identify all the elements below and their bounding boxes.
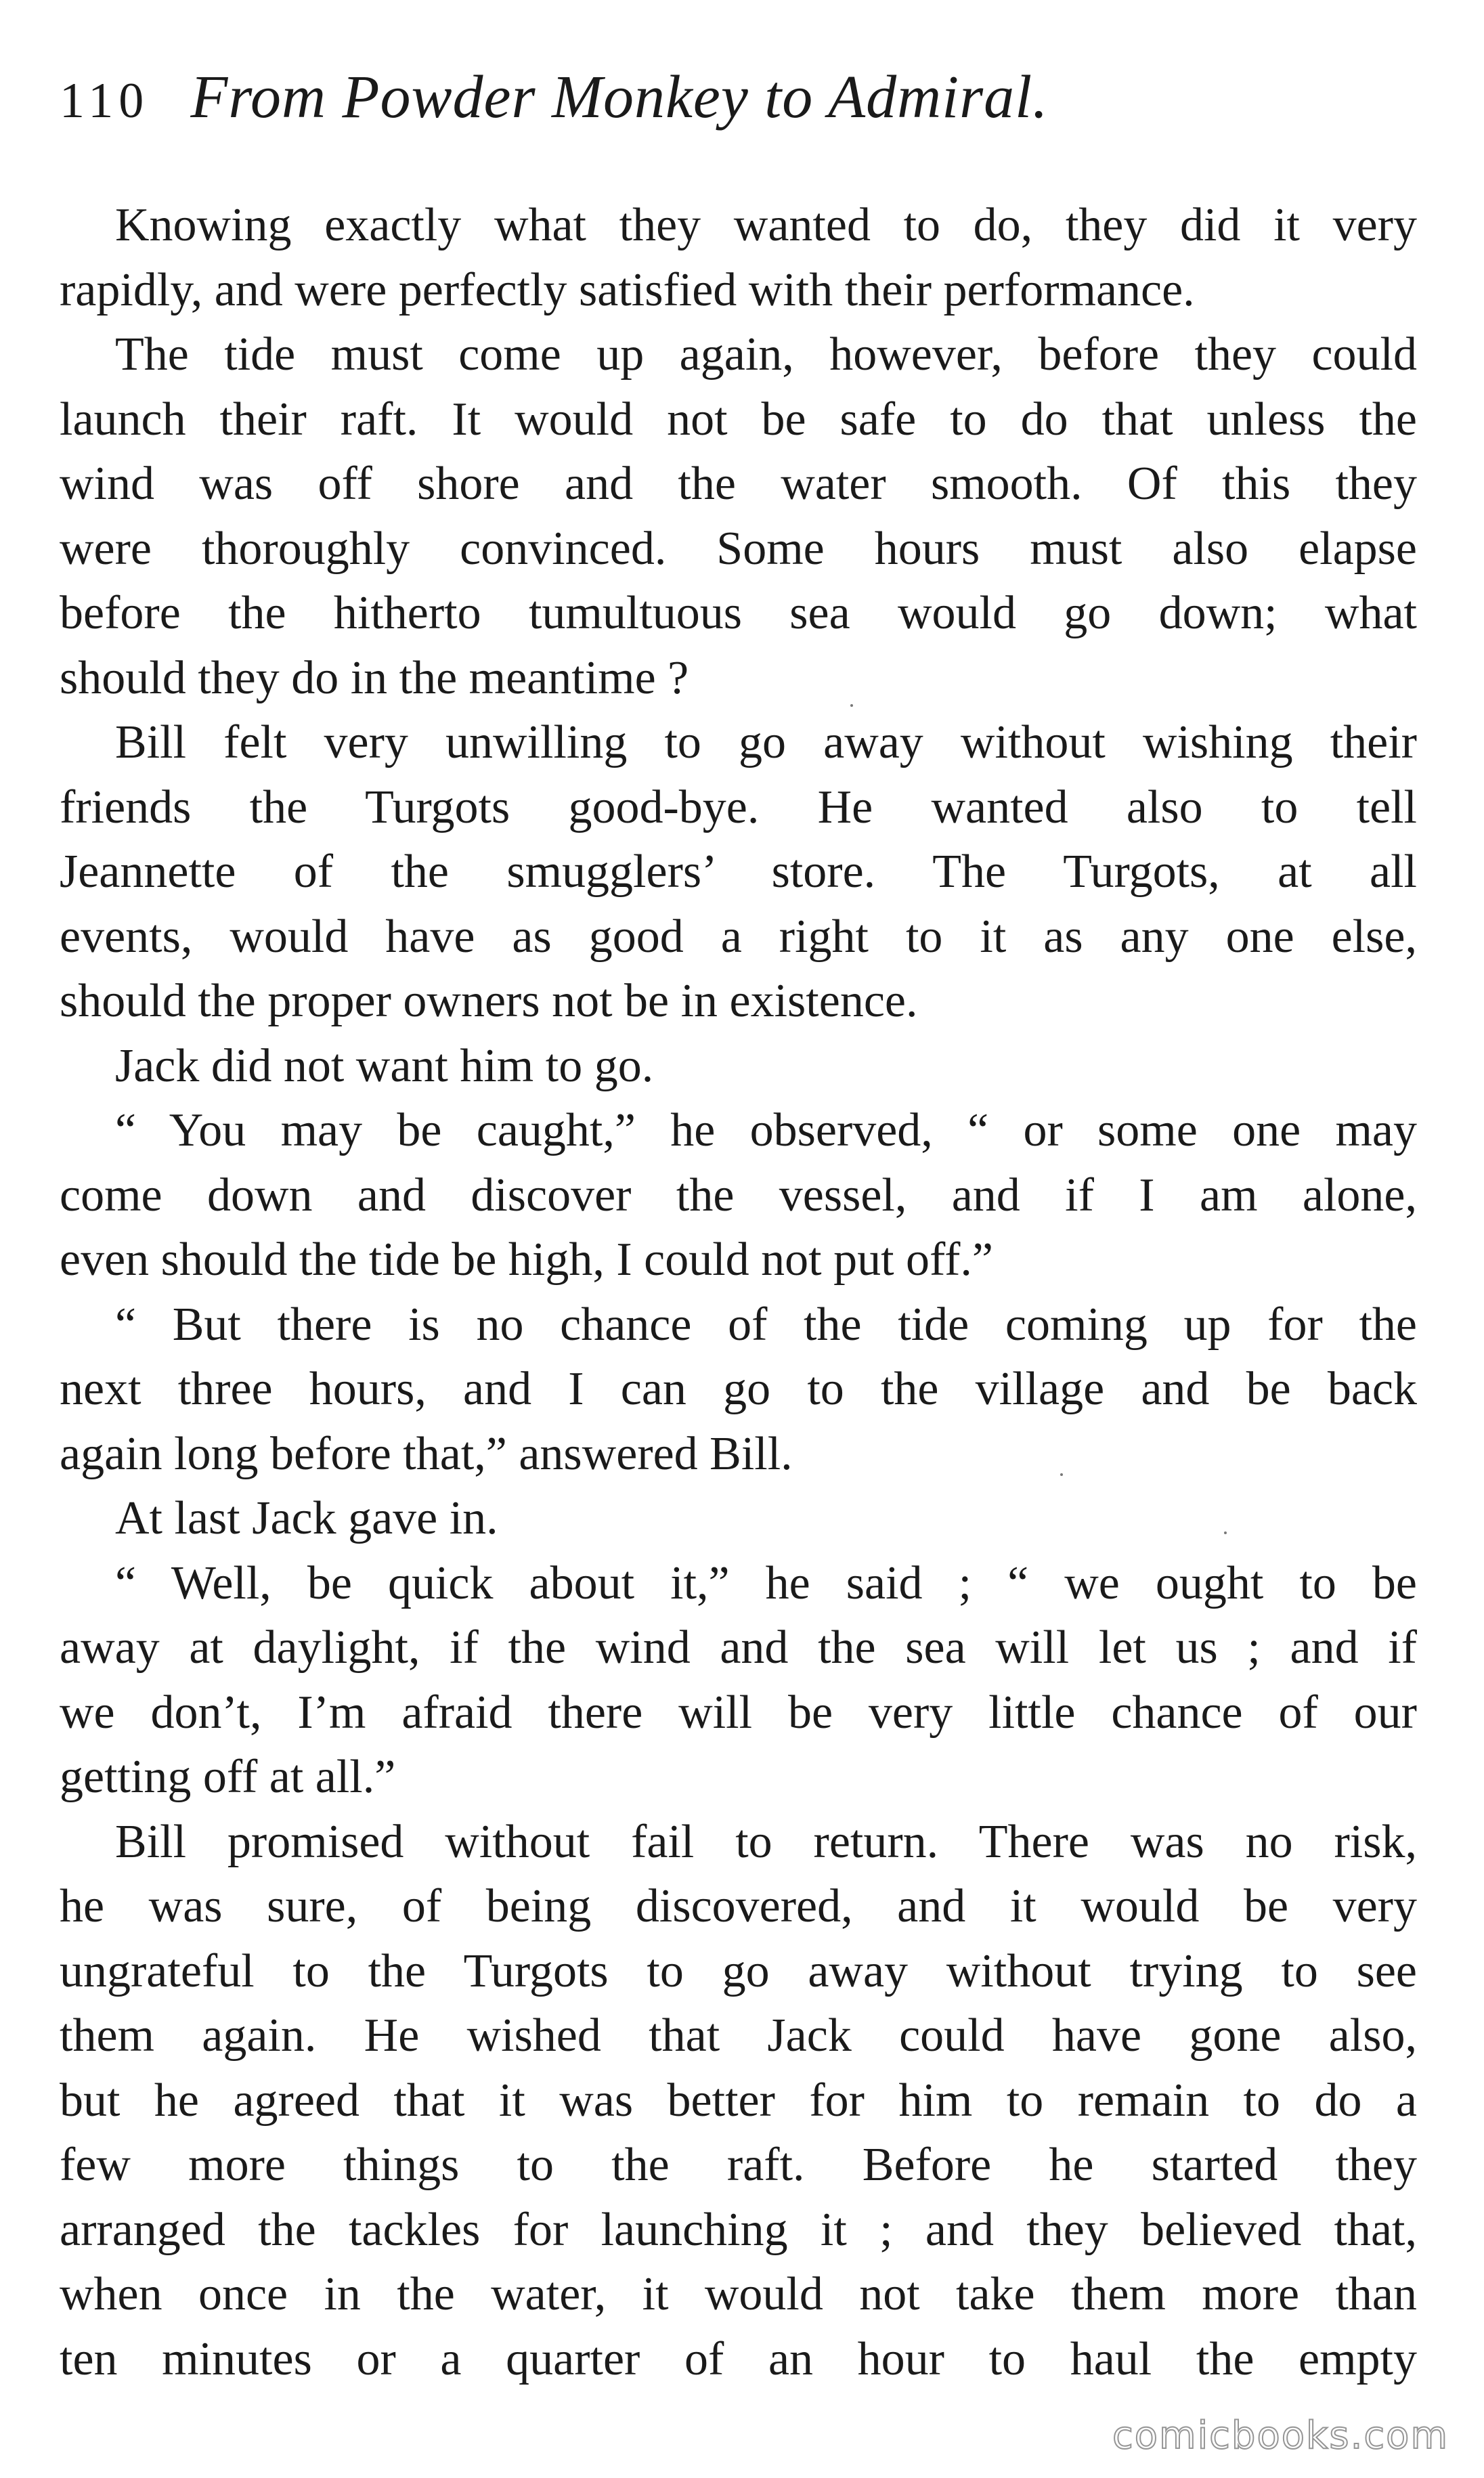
text-line: next three hours, and I can go to the village and be back (60, 1363, 1417, 1415)
page-number: 110 (60, 73, 150, 129)
print-speck (1060, 1473, 1063, 1476)
watermark: comicbooks.com (1112, 2414, 1449, 2458)
text-line: but he agreed that it was better for him to remain to do a (60, 2074, 1417, 2127)
text-line: Jeannette of the smugglers’ store. The Turgots, at all (60, 846, 1417, 898)
print-speck (850, 704, 853, 707)
text-line: even should the tide be high, I could not put off.” (60, 1234, 993, 1286)
text-line: come down and discover the vessel, and if I am alone, (60, 1169, 1417, 1221)
text-line: few more things to the raft. Before he started they (60, 2139, 1417, 2191)
text-line: again long before that,” answered Bill. (60, 1427, 793, 1480)
text-line: rapidly, and were perfectly satisfied with their performance. (60, 263, 1195, 316)
text-line: wind was off shore and the water smooth. Of this they (60, 458, 1417, 510)
text-line: should the proper owners not be in existence. (60, 975, 918, 1027)
running-head (60, 62, 1427, 144)
text-line: Bill promised without fail to return. There was no risk, (115, 1815, 1417, 1868)
text-line: Knowing exactly what they wanted to do, they did it very (115, 199, 1417, 251)
text-line: events, would have as good a right to it as any one else, (60, 910, 1417, 963)
text-line: were thoroughly convinced. Some hours must also elapse (60, 522, 1417, 575)
book-title: From Powder Monkey to Admiral. (190, 64, 1049, 131)
text-line: when once in the water, it would not take them more than (60, 2268, 1417, 2320)
text-line: “ But there is no chance of the tide coming up for the (115, 1298, 1417, 1351)
text-line: arranged the tackles for launching it ; and they believed that, (60, 2203, 1417, 2256)
text-line: ungrateful to the Turgots to go away without trying to see (60, 1944, 1417, 1997)
text-line: Bill felt very unwilling to go away without wishing their (115, 716, 1417, 768)
text-line: “ Well, be quick about it,” he said ; “ we ought to be (115, 1557, 1417, 1609)
print-speck (1224, 1531, 1227, 1534)
text-line: “ You may be caught,” he observed, “ or some one may (115, 1104, 1417, 1156)
text-line: ten minutes or a quarter of an hour to haul the empty (60, 2332, 1417, 2385)
text-line: we don’t, I’m afraid there will be very little chance of our (60, 1686, 1417, 1739)
text-line: them again. He wished that Jack could have gone also, (60, 2009, 1417, 2062)
text-line: At last Jack gave in. (115, 1492, 498, 1544)
text-line: friends the Turgots good-bye. He wanted also to tell (60, 781, 1417, 833)
text-body (60, 193, 1417, 2391)
text-line: away at daylight, if the wind and the sea will let us ; and if (60, 1622, 1417, 1674)
text-line: he was sure, of being discovered, and it would be very (60, 1880, 1417, 1932)
text-line: launch their raft. It would not be safe to do that unless the (60, 393, 1417, 445)
text-line: before the hitherto tumultuous sea would go down; what (60, 587, 1417, 639)
text-line: The tide must come up again, however, before they could (115, 328, 1417, 381)
text-line: getting off at all.” (60, 1751, 396, 1803)
text-line: should they do in the meantime ? (60, 651, 689, 704)
text-line: Jack did not want him to go. (115, 1039, 654, 1092)
